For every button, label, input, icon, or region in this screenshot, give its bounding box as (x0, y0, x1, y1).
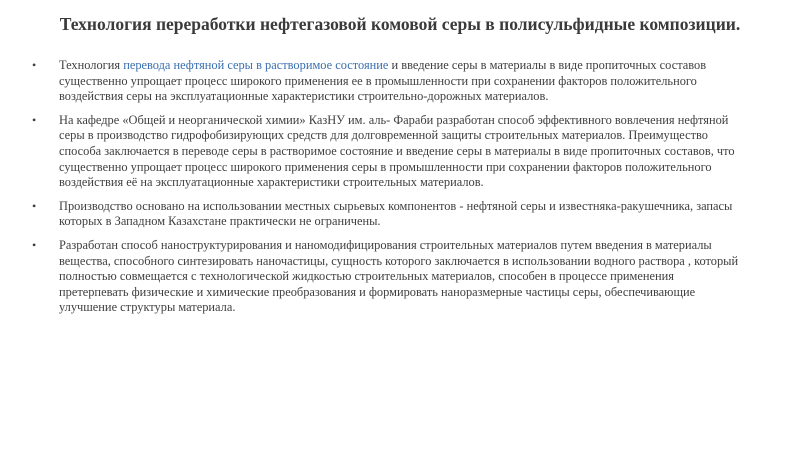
bullet-icon: • (32, 237, 37, 252)
bullet-text: На кафедре «Общей и неорганической химии» КазНУ им. аль- Фараби разработан способ эффективного вовлечения нефтяной серы в производство гидрофобизирующих средств для долговременной защиты строительных материалов. Преимущество способа заключается в переводе серы в растворимое состояние и введение серы в материалы в виде пропиточных составов, что существенно упрощает процесс широкого применения серы в промышленности при сохранении факторов положительного воздействия её на эксплуатационные характеристики строительных материалов. (59, 112, 735, 190)
bullet-text-end: и введение серы в материалы в виде пропиточных составов существенно упрощает процесс широкого применения ее в промышленности при сохранении факторов положительного воздействия серы на эксплуатационные характеристики строительно-дорожных материалов. (59, 58, 707, 104)
bullet-text-start: Технология (59, 58, 124, 72)
bullet-icon: • (32, 112, 37, 127)
bullet-icon: • (32, 198, 37, 213)
highlighted-text: перевода нефтяной серы в растворимое состояние (123, 58, 389, 72)
list-item (30, 113, 742, 191)
list-item (30, 199, 742, 230)
list-item (30, 238, 742, 316)
bullet-icon: • (32, 58, 37, 72)
slide-title: Технология переработки нефтегазовой комовой серы в полисульфидные композиции. (59, 14, 741, 34)
bullet-text: Производство основано на использовании местных сырьевых компонентов - нефтяной серы и известняка-ракушечника, запасы которых в Западном Казахстане практически не ограничены. (59, 198, 733, 229)
list-item (30, 58, 742, 105)
bullet-text: Разработан способ наноструктурирования и наномодифицирования строительных материалов путем введения в материалы вещества, способного синтезировать наночастицы, сущность которого заключается в использовании водного раствора , который полностью совмещается с технологической жидкостью строительных материалов, способен в процессе применения претерпевать физические и химические преобразования и формировать наноразмерные частицы серы, обеспечивающие улучшение структуры материала. (59, 237, 739, 315)
bullet-list (30, 58, 742, 324)
